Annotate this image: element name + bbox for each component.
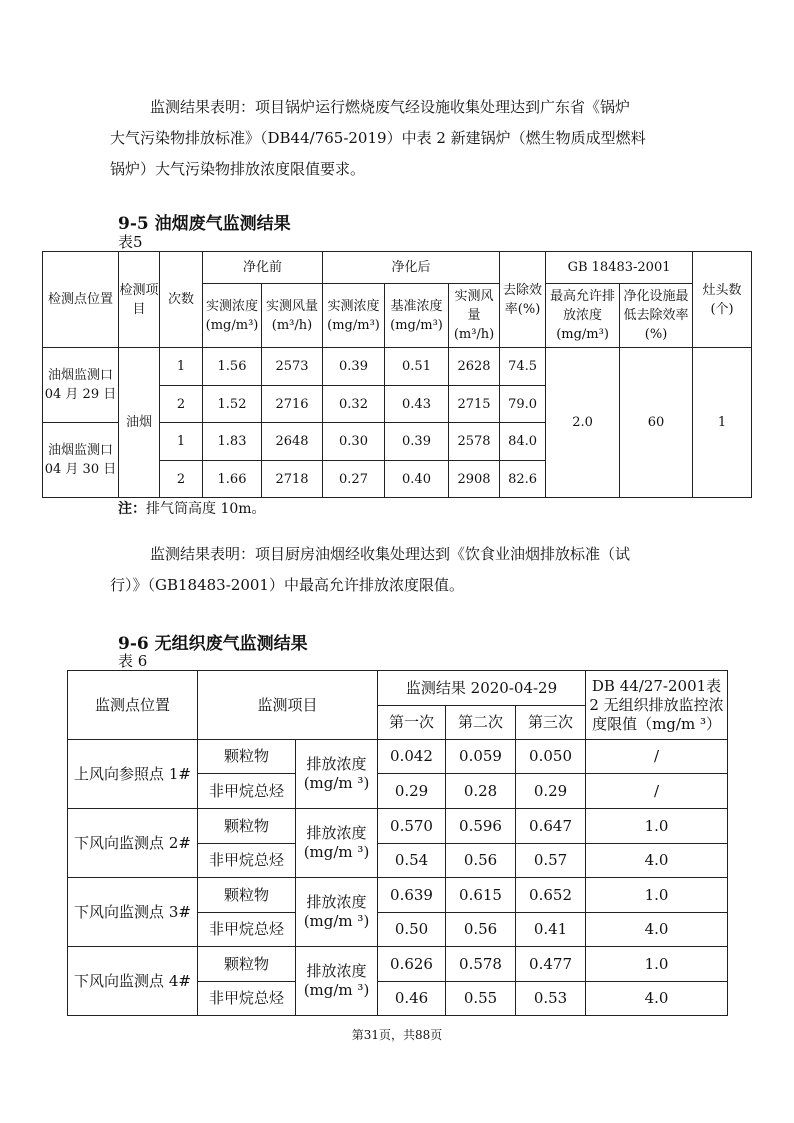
value-cell: 0.29 xyxy=(378,774,446,809)
value-cell: 0.39 xyxy=(385,423,449,461)
table-label-6: 表 6 xyxy=(118,652,148,670)
value-cell: 0.639 xyxy=(378,878,446,913)
value-cell: 0.28 xyxy=(446,774,516,809)
param-cell: 排放浓度(mg/m ³) xyxy=(296,878,378,947)
value-cell: 0.56 xyxy=(446,913,516,947)
value-cell: 0.43 xyxy=(385,386,449,423)
header-count: 次数 xyxy=(160,252,203,348)
value-cell: 2628 xyxy=(449,348,500,386)
header-min-eff: 净化设施最低去除效率(%) xyxy=(620,284,693,348)
header-before: 净化前 xyxy=(203,252,323,284)
count-cell: 2 xyxy=(160,461,203,498)
value-cell: 0.596 xyxy=(446,809,516,844)
item-cell: 油烟 xyxy=(119,348,160,498)
value-cell: 1.83 xyxy=(203,423,262,461)
value-cell: 2716 xyxy=(262,386,323,423)
limit-cell: 1.0 xyxy=(586,878,728,913)
table-note xyxy=(118,498,266,518)
site-cell: 下风向监测点 3# xyxy=(68,878,198,947)
value-cell: 0.27 xyxy=(323,461,385,498)
param-cell: 排放浓度(mg/m ³) xyxy=(296,809,378,878)
count-cell: 1 xyxy=(160,423,203,461)
paragraph-line: 锅炉）大气污染物排放浓度限值要求。 xyxy=(110,160,366,178)
value-cell: 0.647 xyxy=(516,809,586,844)
value-cell: 1.66 xyxy=(203,461,262,498)
header-second: 第二次 xyxy=(446,706,516,740)
value-cell: 2715 xyxy=(449,386,500,423)
value-cell: 0.50 xyxy=(378,913,446,947)
header-after-flow: 实测风量(m³/h) xyxy=(449,284,500,348)
header-max-conc: 最高允许排放浓度(mg/m³) xyxy=(546,284,620,348)
section-heading-9-6: 9-6 无组织废气监测结果 xyxy=(118,634,308,654)
site-cell: 油烟监测口 04 月 29 日 xyxy=(43,348,119,423)
value-cell: 0.39 xyxy=(323,348,385,386)
site-cell: 下风向监测点 4# xyxy=(68,947,198,1016)
value-cell: 0.40 xyxy=(385,461,449,498)
value-cell: 84.0 xyxy=(500,423,546,461)
table-row xyxy=(68,809,728,844)
header-item: 检测项目 xyxy=(119,252,160,348)
value-cell: 79.0 xyxy=(500,386,546,423)
header-limit: DB 44/27-2001表 2 无组织排放监控浓度限值（mg/m ³） xyxy=(586,671,728,740)
value-cell: 0.570 xyxy=(378,809,446,844)
header-after-conc: 实测浓度(mg/m³) xyxy=(323,284,385,348)
value-cell: 1.56 xyxy=(203,348,262,386)
limit-cell: / xyxy=(586,774,728,809)
param-cell: 排放浓度(mg/m ³) xyxy=(296,947,378,1016)
value-cell: 0.050 xyxy=(516,740,586,774)
item-cell: 非甲烷总烃 xyxy=(198,844,296,878)
value-cell: 74.5 xyxy=(500,348,546,386)
paragraph-boiler-result xyxy=(110,92,690,185)
item-cell: 非甲烷总烃 xyxy=(198,774,296,809)
paragraph-line: 大气污染物排放标准》（DB44/765-2019）中表 2 新建锅炉（燃生物质成型燃料 xyxy=(110,129,646,147)
value-cell: 0.477 xyxy=(516,947,586,982)
value-cell: 0.55 xyxy=(446,982,516,1016)
limit-cell: 4.0 xyxy=(586,913,728,947)
value-cell: 0.32 xyxy=(323,386,385,423)
std-max-cell: 2.0 xyxy=(546,348,620,498)
value-cell: 0.652 xyxy=(516,878,586,913)
table-oil-fume xyxy=(42,251,752,498)
param-cell: 排放浓度(mg/m ³) xyxy=(296,740,378,809)
count-cell: 2 xyxy=(160,386,203,423)
value-cell: 2718 xyxy=(262,461,323,498)
header-site: 检测点位置 xyxy=(43,252,119,348)
header-after: 净化后 xyxy=(323,252,500,284)
item-cell: 颗粒物 xyxy=(198,809,296,844)
table-row xyxy=(68,740,728,774)
paragraph-line: 行）》（GB18483-2001）中最高允许排放浓度限值。 xyxy=(110,576,464,594)
value-cell: 0.626 xyxy=(378,947,446,982)
value-cell: 1.52 xyxy=(203,386,262,423)
std-eff-cell: 60 xyxy=(620,348,693,498)
header-stoves: 灶头数(个) xyxy=(693,252,752,348)
page-footer: 第31页，共88页 xyxy=(351,1028,443,1042)
count-cell: 1 xyxy=(160,348,203,386)
value-cell: 0.54 xyxy=(378,844,446,878)
value-cell: 0.042 xyxy=(378,740,446,774)
item-cell: 非甲烷总烃 xyxy=(198,982,296,1016)
value-cell: 0.615 xyxy=(446,878,516,913)
limit-cell: / xyxy=(586,740,728,774)
header-first: 第一次 xyxy=(378,706,446,740)
limit-cell: 1.0 xyxy=(586,947,728,982)
item-cell: 颗粒物 xyxy=(198,740,296,774)
note-label: 注： xyxy=(118,501,146,517)
header-standard: GB 18483-2001 xyxy=(546,252,693,284)
site-cell: 油烟监测口 04 月 30 日 xyxy=(43,423,119,498)
site-cell: 下风向监测点 2# xyxy=(68,809,198,878)
value-cell: 2573 xyxy=(262,348,323,386)
value-cell: 0.56 xyxy=(446,844,516,878)
header-third: 第三次 xyxy=(516,706,586,740)
limit-cell: 4.0 xyxy=(586,982,728,1016)
stoves-cell: 1 xyxy=(693,348,752,498)
site-cell: 上风向参照点 1# xyxy=(68,740,198,809)
value-cell: 0.57 xyxy=(516,844,586,878)
header-result: 监测结果 2020-04-29 xyxy=(378,671,586,706)
limit-cell: 1.0 xyxy=(586,809,728,844)
limit-cell: 4.0 xyxy=(586,844,728,878)
value-cell: 0.29 xyxy=(516,774,586,809)
value-cell: 0.53 xyxy=(516,982,586,1016)
value-cell: 0.51 xyxy=(385,348,449,386)
table-fugitive-gas xyxy=(67,670,728,1016)
paragraph-line: 监测结果表明：项目厨房油烟经收集处理达到《饮食业油烟排放标准（试 xyxy=(150,545,631,563)
item-cell: 颗粒物 xyxy=(198,878,296,913)
header-before-flow: 实测风量(m³/h) xyxy=(262,284,323,348)
table-row xyxy=(68,947,728,982)
value-cell: 82.6 xyxy=(500,461,546,498)
header-item: 监测项目 xyxy=(198,671,378,740)
header-before-conc: 实测浓度(mg/m³) xyxy=(203,284,262,348)
section-heading-9-5: 9-5 油烟废气监测结果 xyxy=(118,214,291,234)
item-cell: 非甲烷总烃 xyxy=(198,913,296,947)
value-cell: 2908 xyxy=(449,461,500,498)
table-label-5: 表5 xyxy=(118,233,143,251)
paragraph-kitchen-result xyxy=(110,539,690,601)
value-cell: 0.41 xyxy=(516,913,586,947)
value-cell: 2648 xyxy=(262,423,323,461)
note-text: 排气筒高度 10m。 xyxy=(146,501,266,517)
paragraph-line: 监测结果表明：项目锅炉运行燃烧废气经设施收集处理达到广东省《锅炉 xyxy=(150,98,631,116)
header-removal: 去除效率(%) xyxy=(500,252,546,348)
item-cell: 颗粒物 xyxy=(198,947,296,982)
header-site: 监测点位置 xyxy=(68,671,198,740)
header-after-ref: 基准浓度(mg/m³) xyxy=(385,284,449,348)
value-cell: 0.46 xyxy=(378,982,446,1016)
value-cell: 0.30 xyxy=(323,423,385,461)
value-cell: 0.059 xyxy=(446,740,516,774)
table-row xyxy=(68,878,728,913)
table-row xyxy=(43,348,752,386)
value-cell: 0.578 xyxy=(446,947,516,982)
value-cell: 2578 xyxy=(449,423,500,461)
